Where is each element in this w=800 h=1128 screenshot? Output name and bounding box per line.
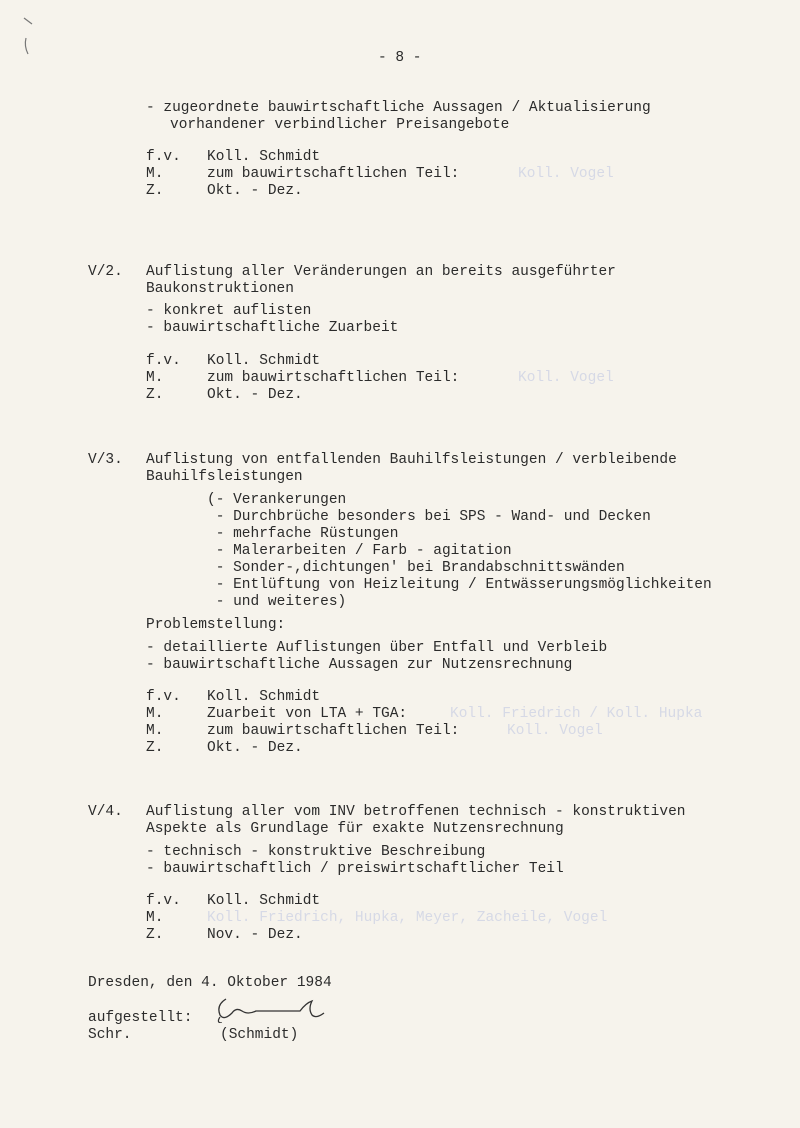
intro-z-value: Okt. - Dez. — [207, 183, 303, 199]
v4-fv-label: f.v. — [146, 893, 181, 909]
v3-m2-names: Koll. Vogel — [507, 723, 603, 739]
intro-m-label: M. — [146, 166, 164, 182]
v3-number: V/3. — [88, 452, 123, 468]
v2-m-names: Koll. Vogel — [518, 370, 614, 386]
v3-sublist-item: - Malerarbeiten / Farb - agitation — [207, 543, 512, 559]
v2-number: V/2. — [88, 264, 123, 280]
v2-m-value: zum bauwirtschaftlichen Teil: — [207, 370, 460, 386]
v3-m1-names: Koll. Friedrich / Koll. Hupka — [450, 706, 703, 722]
intro-m-value: zum bauwirtschaftlichen Teil: — [207, 166, 460, 182]
schr-label: Schr. — [88, 1027, 132, 1043]
v2-title-2: Baukonstruktionen — [146, 281, 294, 297]
intro-m-names: Koll. Vogel — [518, 166, 614, 182]
v3-sublist-item: (- Verankerungen — [207, 492, 347, 508]
v3-sublist-item: - Entlüftung von Heizleitung / Entwässerungsmöglichkeiten — [207, 577, 712, 593]
v3-title-2: Bauhilfsleistungen — [146, 469, 303, 485]
v4-number: V/4. — [88, 804, 123, 820]
v3-m2-value: zum bauwirtschaftlichen Teil: — [207, 723, 460, 739]
v2-fv-value: Koll. Schmidt — [207, 353, 321, 369]
v3-z-value: Okt. - Dez. — [207, 740, 303, 756]
v3-problem-bullet: - detaillierte Auflistungen über Entfall und Verbleib — [146, 640, 608, 656]
v3-m2-label: M. — [146, 723, 164, 739]
v2-m-label: M. — [146, 370, 164, 386]
v2-title-1: Auflistung aller Veränderungen an bereits ausgeführter — [146, 264, 616, 280]
v3-fv-label: f.v. — [146, 689, 181, 705]
v3-problem-bullet: - bauwirtschaftliche Aussagen zur Nutzensrechnung — [146, 657, 573, 673]
v4-bullet: - bauwirtschaftlich / preiswirtschaftlicher Teil — [146, 861, 564, 877]
intro-fv-value: Koll. Schmidt — [207, 149, 321, 165]
place-date: Dresden, den 4. Oktober 1984 — [88, 975, 332, 991]
intro-line-1: - zugeordnete bauwirtschaftliche Aussagen / Aktualisierung — [146, 100, 651, 116]
v4-title-2: Aspekte als Grundlage für exakte Nutzensrechnung — [146, 821, 564, 837]
v2-bullet: - bauwirtschaftliche Zuarbeit — [146, 320, 399, 336]
v3-z-label: Z. — [146, 740, 164, 756]
v3-fv-value: Koll. Schmidt — [207, 689, 321, 705]
page-number: - 8 - — [378, 50, 422, 66]
v4-fv-value: Koll. Schmidt — [207, 893, 321, 909]
v3-m1-label: M. — [146, 706, 164, 722]
v2-z-label: Z. — [146, 387, 164, 403]
v3-sublist-item: - Sonder-,dichtungen' bei Brandabschnittswänden — [207, 560, 625, 576]
v3-sublist-item: - und weiteres) — [207, 594, 347, 610]
intro-fv-label: f.v. — [146, 149, 181, 165]
v2-bullet: - konkret auflisten — [146, 303, 312, 319]
v4-title-1: Auflistung aller vom INV betroffenen technisch - konstruktiven — [146, 804, 686, 820]
v2-fv-label: f.v. — [146, 353, 181, 369]
v4-m-names: Koll. Friedrich, Hupka, Meyer, Zacheile, Vogel — [207, 910, 608, 926]
v2-z-value: Okt. - Dez. — [207, 387, 303, 403]
v4-bullet: - technisch - konstruktive Beschreibung — [146, 844, 486, 860]
intro-z-label: Z. — [146, 183, 164, 199]
v4-z-value: Nov. - Dez. — [207, 927, 303, 943]
v3-sublist-item: - mehrfache Rüstungen — [207, 526, 399, 542]
v3-title-1: Auflistung von entfallenden Bauhilfsleistungen / verbleibende — [146, 452, 677, 468]
v3-m1-value: Zuarbeit von LTA + TGA: — [207, 706, 408, 722]
corner-mark-icon — [22, 16, 36, 56]
v4-m-label: M. — [146, 910, 164, 926]
v3-sublist-item: - Durchbrüche besonders bei SPS - Wand- und Decken — [207, 509, 651, 525]
intro-line-2: vorhandener verbindlicher Preisangebote — [170, 117, 510, 133]
signature-icon — [212, 995, 332, 1023]
v3-problem-label: Problemstellung: — [146, 617, 286, 633]
v4-z-label: Z. — [146, 927, 164, 943]
signer-name: (Schmidt) — [220, 1027, 299, 1043]
prepared-label: aufgestellt: — [88, 1010, 193, 1026]
